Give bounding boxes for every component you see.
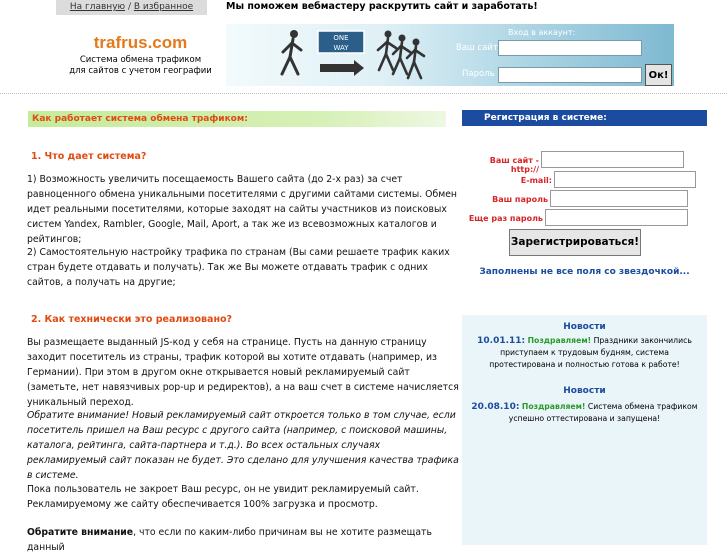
news-item-1 (466, 335, 703, 371)
paragraph-6-rest: , что если по каким-либо причинам вы не хотите размещать данный (27, 527, 432, 553)
svg-text:ONE: ONE (333, 34, 349, 42)
reg-email-label: E-mail: (520, 176, 552, 185)
reg-site-input[interactable] (541, 151, 684, 168)
logo-tagline-2: для сайтов с учетом географии (69, 66, 212, 76)
paragraph-6-bold: Обратите внимание (27, 527, 134, 538)
news-panel (462, 315, 707, 545)
news-text-2: Система обмена трафиком успешно оттестирована и запущена! (508, 402, 698, 423)
paragraph-1: 1) Возможность увеличить посещаемость Вашего сайта (до 2-х раз) за счет равноценного обмена уникальными посетителями с другими сайтами системы. Обмен идет реальными посетителями, которые заходят на сайты участников из поисковых систем Yandex, Rambler, Google, Mail, Aport, а так же из всевозможных каталогов и рейтингов; (27, 174, 458, 245)
news-text-1: Праздники закончились приступаем к трудовым будням, система протестирована и полностью готова к работе! (489, 336, 692, 369)
walking-man-icon (282, 30, 301, 74)
form-warning: Заполнены не все поля со звездочкой... (479, 267, 690, 277)
slogan: Мы поможем вебмастеру раскрутить сайт и заработать! (226, 1, 538, 12)
register-button[interactable]: Зарегистрироваться! (509, 229, 641, 256)
one-way-sign-icon (318, 31, 364, 76)
login-banner (226, 24, 674, 86)
header (56, 20, 674, 86)
news-title-1: Новости (563, 322, 606, 332)
question-2: 2. Как технически это реализовано? (31, 314, 233, 325)
paragraph-4-note: Обратите внимание! Новый рекламируемый сайт откроется только в том случае, если посетитель пришел на Ваш ресурс с другого сайта (например, с поисковой машины, каталога, рейтинга, сайта-партнера и т.д.). Во всех остальных случаях рекламируемый сайт показан не будет. Это сделано для улучшения качества трафика в системе. (27, 410, 459, 481)
news-highlight-1: Поздравляем! (527, 336, 592, 345)
login-title: Вход в аккаунт: (508, 28, 576, 37)
login-ok-button[interactable]: Ок! (645, 64, 672, 86)
favorite-link[interactable]: В избранное (133, 2, 194, 12)
header-divider (0, 93, 727, 94)
section-title: Как работает система обмена трафиком: (28, 111, 446, 127)
registration-header: Регистрация в системе: (462, 110, 707, 126)
reg-password2-label: Еще раз пароль (468, 214, 543, 223)
login-password-label: Пароль (462, 69, 495, 79)
news-date-1: 10.01.11: (477, 336, 526, 346)
paragraph-2: 2) Самостоятельную настройку трафика по странам (Вы сами решаете трафик каких стран будете отдавать и получать). Так же Вы можете отдавать трафик с одних сайтов, а получать на другие; (27, 247, 450, 288)
reg-site-label: Ваш сайт - http:// (489, 156, 539, 174)
site-logo[interactable]: trafrus.com (93, 33, 188, 52)
paragraph-3: Вы размещаете выданный JS-код у себя на странице. Пусть на данную страницу заходит посетитель из страны, трафик которой вы хотите отдавать (например, из Германии). При этом в другом окне открывается новый рекламируемый сайт (заметьте, нет навязчивых pop-up и редиректов), а на ваш счет в системе начисляется уникальный переход. (27, 337, 459, 408)
login-site-label: Ваш сайт (456, 43, 498, 53)
news-title-2: Новости (563, 386, 606, 396)
logo-block (56, 20, 225, 86)
reg-password2-input[interactable] (545, 209, 688, 226)
home-link[interactable]: На главную (69, 2, 126, 12)
crowd-icon (378, 31, 424, 79)
reg-password-input[interactable] (550, 190, 688, 207)
paragraph-5: Пока пользователь не закроет Ваш ресурс, он не увидит рекламируемый сайт. Рекламируемому же сайту обеспечивается 100% загрузка и просмотр. (27, 484, 419, 510)
login-site-input[interactable] (498, 40, 642, 56)
login-password-input[interactable] (498, 67, 642, 83)
news-highlight-2: Поздравляем! (521, 402, 586, 411)
question-1: 1. Что дает система? (31, 151, 147, 162)
logo-tagline-1: Система обмена трафиком (79, 55, 202, 65)
top-nav (56, 0, 207, 15)
reg-password-label: Ваш пароль (492, 195, 548, 204)
reg-email-input[interactable] (554, 171, 696, 188)
paragraph-6 (27, 525, 459, 555)
svg-text:WAY: WAY (333, 44, 349, 52)
nav-separator: / (125, 2, 134, 12)
news-item-2 (466, 401, 703, 425)
top-bar (0, 0, 727, 18)
news-date-2: 20.08.10: (471, 402, 520, 412)
